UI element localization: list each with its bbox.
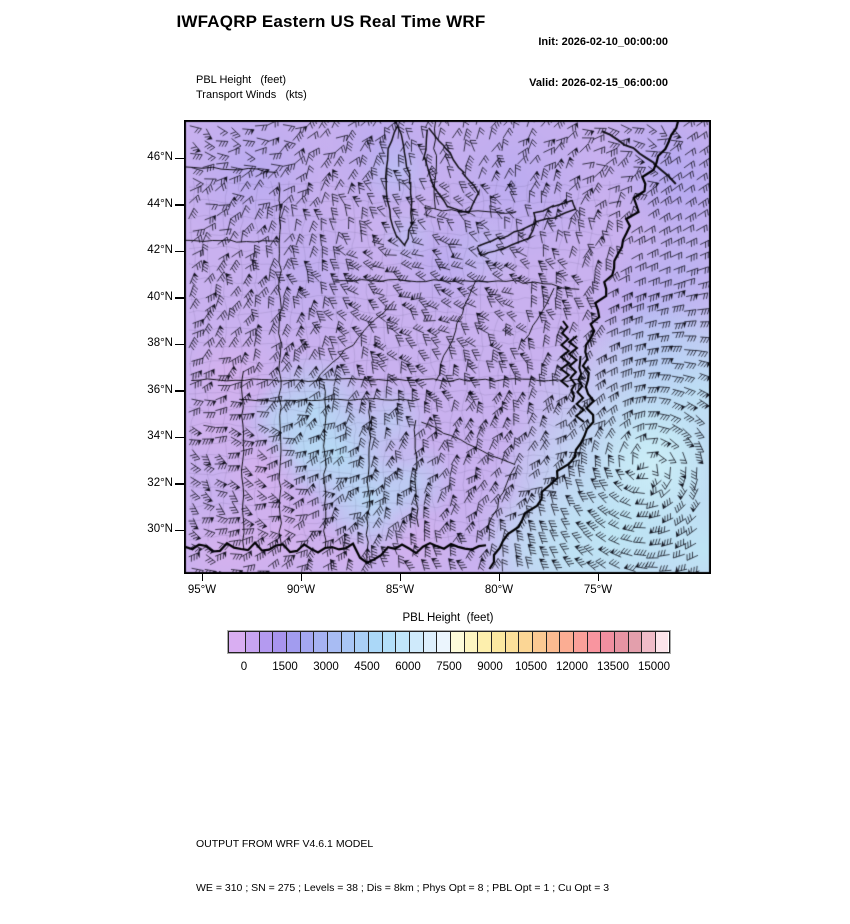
colorbar-cell	[491, 632, 505, 652]
colorbar-cell	[313, 632, 327, 652]
y-axis-tick-mark	[175, 483, 184, 485]
init-time-label: Init: 2026-02-10_00:00:00	[538, 36, 668, 48]
colorbar-cell	[614, 632, 628, 652]
y-axis-tick-label: 42°N	[147, 244, 173, 256]
colorbar-cell	[628, 632, 642, 652]
colorbar-cell	[641, 632, 655, 652]
colorbar-cell	[423, 632, 437, 652]
run-time-info	[468, 9, 668, 117]
colorbar-title: PBL Height (feet)	[402, 612, 494, 624]
colorbar-tick-label: 10500	[515, 661, 547, 673]
y-axis-tick-label: 36°N	[147, 383, 173, 396]
colorbar-tick-label: 0	[240, 661, 248, 673]
y-axis-tick-mark	[175, 251, 184, 253]
x-axis-tick-mark	[301, 574, 303, 581]
x-axis-tick-label: 95°W	[187, 584, 217, 596]
colorbar-cell	[450, 632, 464, 652]
colorbar-cell	[409, 632, 423, 652]
colorbar-tick-label: 3000	[313, 661, 339, 673]
y-axis-tick-mark	[175, 437, 184, 439]
y-axis-tick-mark	[175, 390, 184, 392]
colorbar-cell	[546, 632, 560, 652]
y-axis-tick-label: 32°N	[147, 476, 173, 489]
colorbar-cell	[354, 632, 368, 652]
colorbar-tick-label: 15000	[638, 661, 670, 673]
x-axis-tick-mark	[400, 574, 402, 581]
y-axis-tick-mark	[175, 530, 184, 532]
y-axis-tick-label: 40°N	[147, 290, 173, 303]
colorbar-cell	[532, 632, 546, 652]
colorbar-cell	[382, 632, 396, 652]
colorbar-cell	[395, 632, 409, 652]
colorbar-tick-label: 12000	[556, 661, 588, 673]
x-axis-tick-mark	[598, 574, 600, 581]
y-axis-tick-label: 34°N	[147, 430, 173, 442]
x-axis-tick-label: 75°W	[583, 584, 613, 596]
field-label-pbl: PBL Height (feet)	[196, 74, 287, 86]
field-label-winds: Transport Winds (kts)	[196, 89, 307, 101]
map-canvas	[184, 120, 711, 574]
colorbar-cell	[286, 632, 300, 652]
colorbar-cell	[655, 632, 668, 652]
footer-line-2: WE = 310 ; SN = 275 ; Levels = 38 ; Dis = 8km ; Phys Opt = 8 ; PBL Opt = 1 ; Cu Opt = 3	[196, 881, 610, 894]
valid-time-label: Valid: 2026-02-15_06:00:00	[529, 76, 668, 89]
x-axis-tick-label: 90°W	[286, 584, 316, 596]
y-axis-tick-mark	[175, 344, 184, 346]
colorbar-tick-label: 6000	[395, 661, 421, 673]
colorbar-cell	[436, 632, 450, 652]
colorbar-cell	[477, 632, 491, 652]
y-axis-tick-mark	[175, 158, 184, 160]
colorbar-cell	[327, 632, 341, 652]
colorbar-tick-label: 9000	[477, 661, 503, 673]
colorbar-cell	[587, 632, 601, 652]
footer-line-1: OUTPUT FROM WRF V4.6.1 MODEL	[196, 838, 374, 850]
y-axis-tick-label: 44°N	[147, 197, 173, 210]
colorbar-tick-label: 13500	[597, 661, 629, 673]
footer-text	[196, 808, 609, 924]
page-title: IWFAQRP Eastern US Real Time WRF	[176, 12, 486, 31]
colorbar-cell	[341, 632, 355, 652]
colorbar-cell	[300, 632, 314, 652]
colorbar	[228, 631, 670, 653]
colorbar-cell	[505, 632, 519, 652]
y-axis-tick-label: 30°N	[147, 523, 173, 535]
colorbar-cell	[600, 632, 614, 652]
x-axis-tick-label: 85°W	[385, 584, 415, 596]
y-axis-tick-label: 46°N	[147, 151, 173, 163]
colorbar-cell	[368, 632, 382, 652]
x-axis-tick-mark	[202, 574, 204, 581]
colorbar-cell	[245, 632, 259, 652]
colorbar-tick-label: 4500	[354, 661, 380, 673]
colorbar-cell	[518, 632, 532, 652]
y-axis-tick-label: 38°N	[147, 337, 173, 349]
colorbar-cell	[272, 632, 286, 652]
x-axis-tick-label: 80°W	[484, 584, 514, 596]
colorbar-cell	[229, 632, 245, 652]
colorbar-tick-label: 7500	[436, 661, 462, 673]
y-axis-tick-mark	[175, 297, 184, 299]
y-axis-tick-mark	[175, 204, 184, 206]
colorbar-cell	[573, 632, 587, 652]
x-axis-tick-mark	[499, 574, 501, 581]
colorbar-cell	[559, 632, 573, 652]
colorbar-cell	[464, 632, 478, 652]
colorbar-cell	[259, 632, 273, 652]
colorbar-tick-label: 1500	[272, 661, 298, 673]
